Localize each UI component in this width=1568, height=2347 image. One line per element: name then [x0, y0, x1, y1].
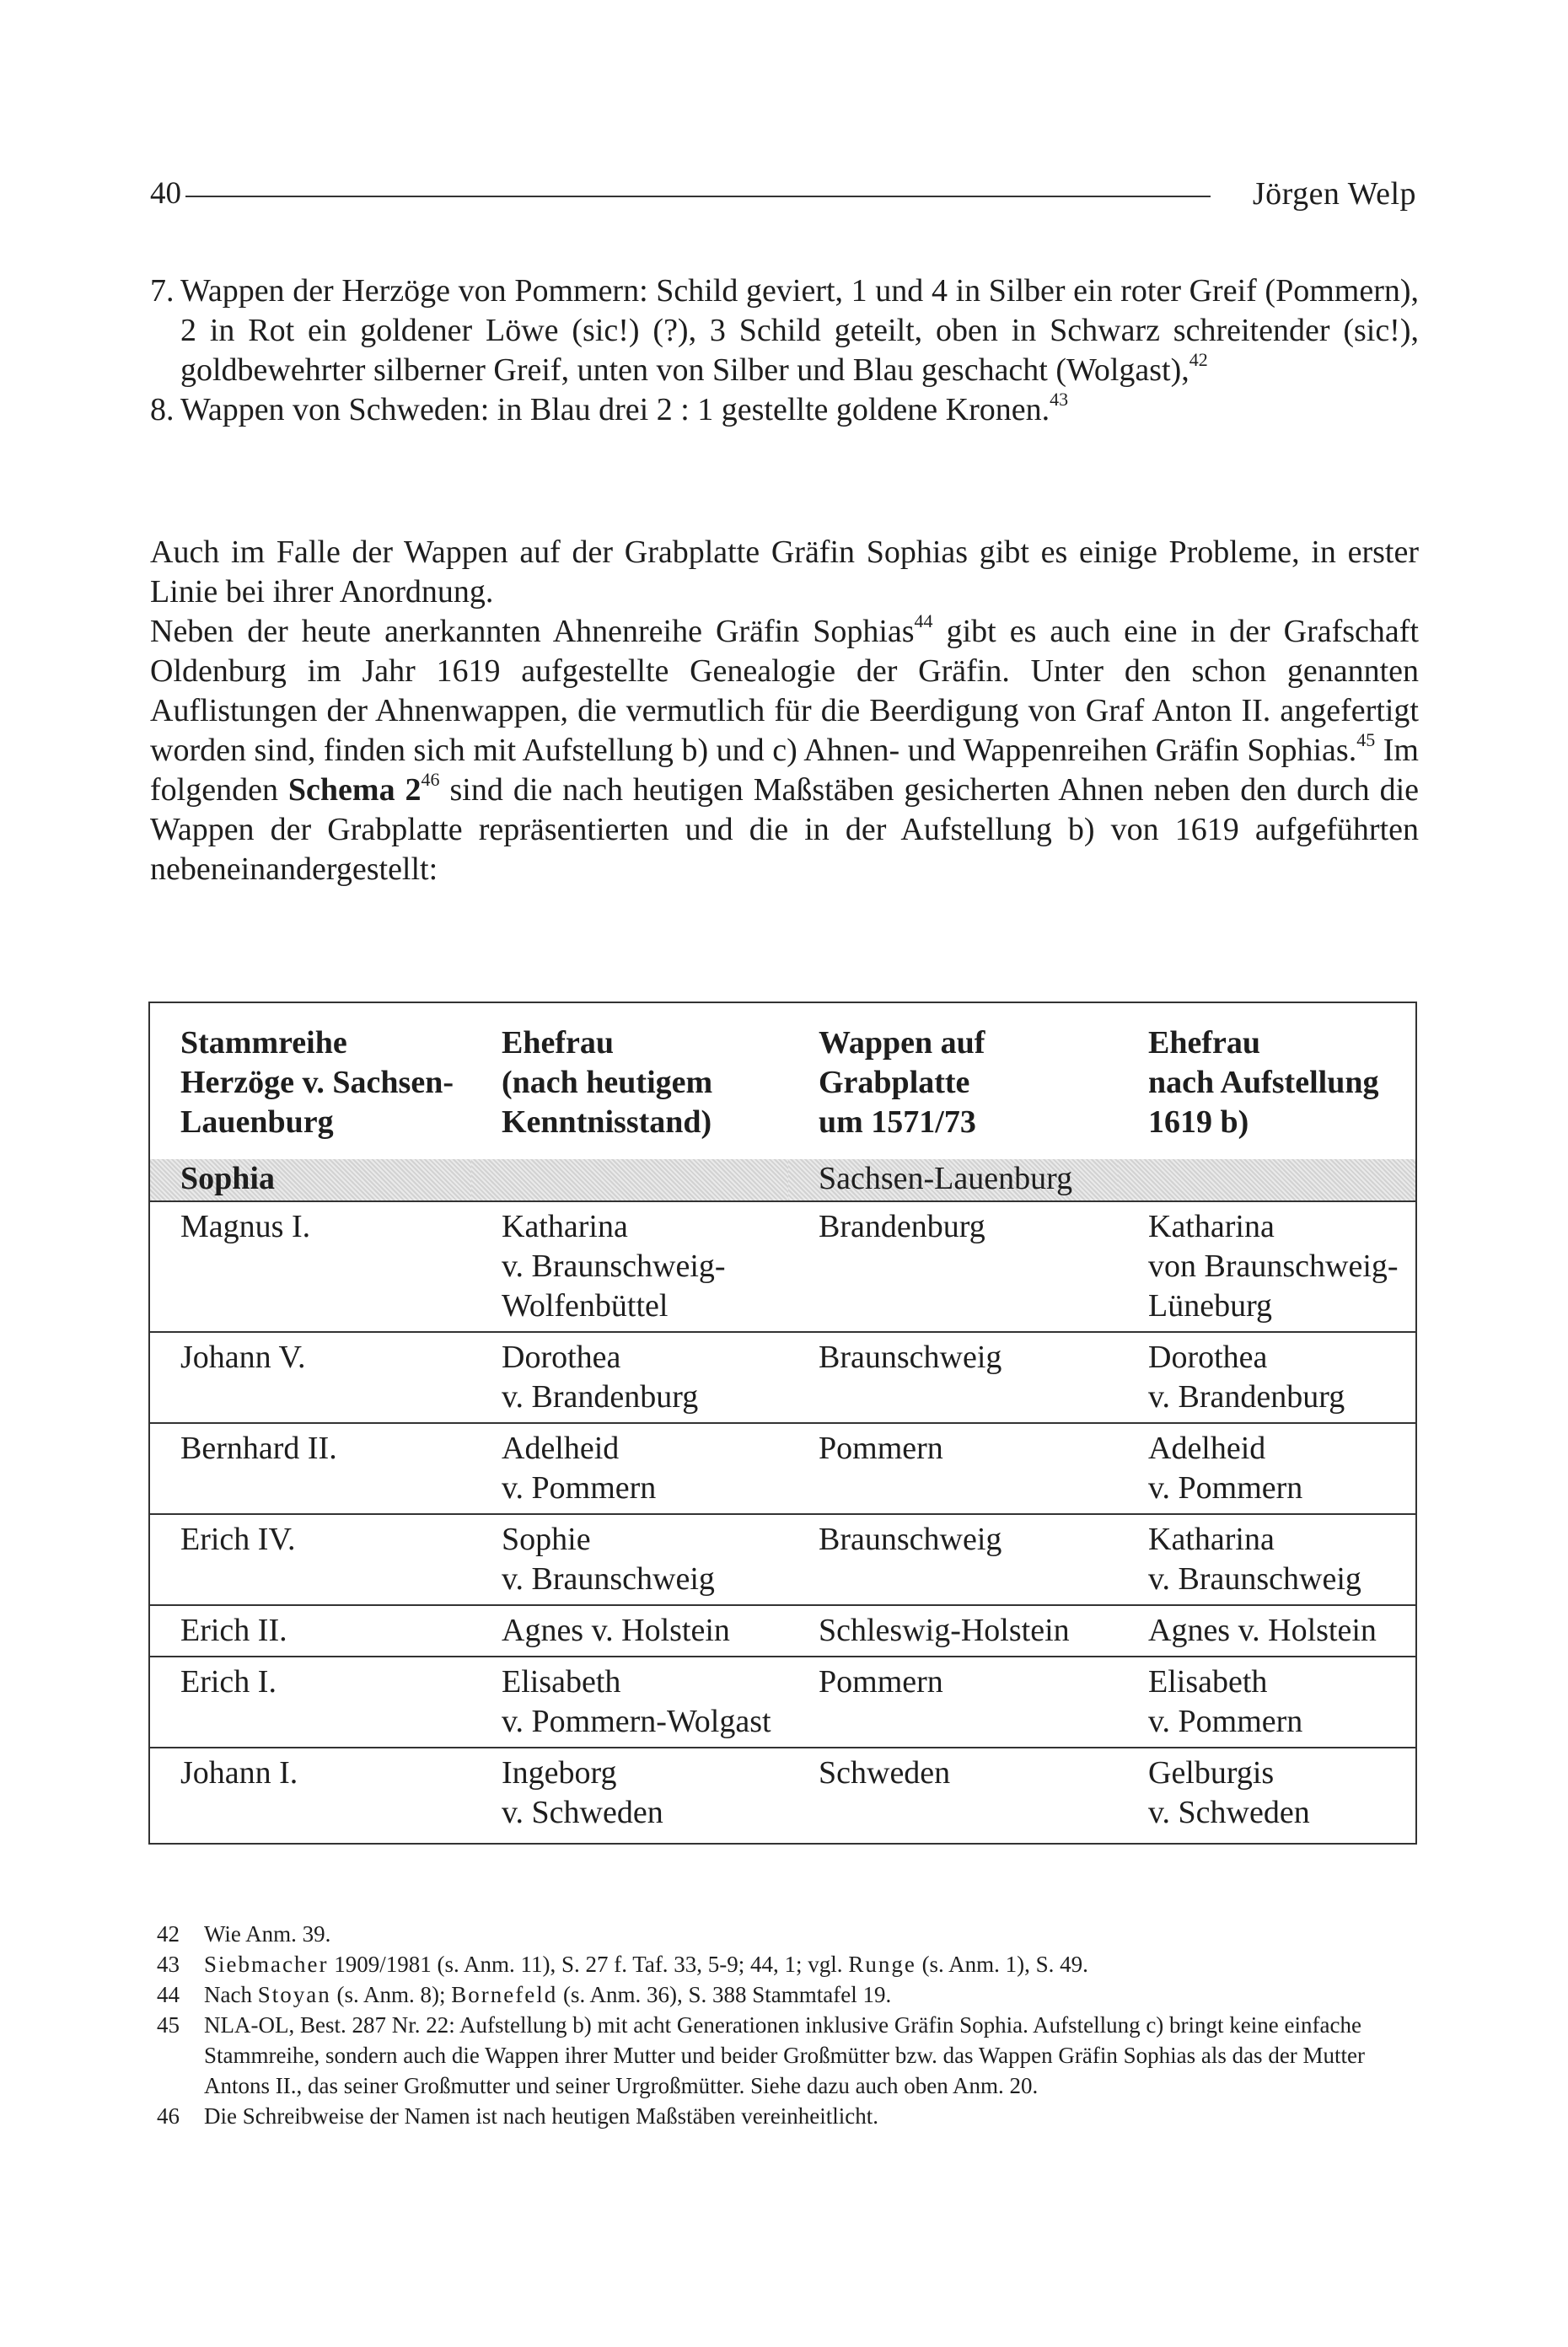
cell-line: Gelburgis [1148, 1755, 1275, 1791]
table-cell [150, 1423, 471, 1514]
header-line: nach Aufstellung [1148, 1065, 1379, 1100]
cell-line: Adelheid [1148, 1431, 1266, 1466]
cell-line: Pommern [819, 1431, 943, 1466]
footnote [150, 2101, 1419, 2131]
table-cell [1118, 1332, 1415, 1423]
table-cell [150, 1201, 471, 1332]
footnote-number: 46 [157, 2103, 180, 2129]
cell-line: v. Braunschweig [502, 1561, 715, 1597]
table-cell [471, 1514, 788, 1605]
footnote-number: 42 [157, 1921, 180, 1947]
cell-line: v. Braunschweig- [502, 1249, 726, 1284]
cell-line: Brandenburg [819, 1209, 985, 1244]
cell-line: v. Schweden [502, 1795, 663, 1830]
author-name: Runge [848, 1952, 916, 1977]
genealogy-table [150, 1003, 1415, 1838]
table-cell [150, 1514, 471, 1605]
cell-line: Agnes v. Holstein [502, 1613, 730, 1648]
cell-line: Schleswig-Holstein [819, 1613, 1070, 1648]
cell-line: v. Brandenburg [1148, 1379, 1345, 1415]
cell-line: Schweden [819, 1755, 951, 1791]
cell-line: Braunschweig [819, 1522, 1002, 1557]
table-row [150, 1748, 1415, 1838]
table-cell [1118, 1748, 1415, 1838]
footnote-text: (s. Anm. 1), S. 49. [916, 1952, 1088, 1977]
cell-line: Bernhard II. [180, 1431, 337, 1466]
table-cell [471, 1605, 788, 1657]
header-line: 1619 b) [1148, 1104, 1249, 1140]
cell-line: Erich IV. [180, 1522, 296, 1557]
table-row [150, 1201, 1415, 1332]
footnote-number: 43 [157, 1952, 180, 1977]
list-number: 8. [150, 392, 175, 427]
table-cell [150, 1332, 471, 1423]
highlight-row [150, 1159, 1415, 1201]
table-cell [788, 1657, 1118, 1748]
table-cell [788, 1514, 1118, 1605]
table-cell [1118, 1159, 1415, 1201]
paragraph-text: Neben der heute anerkannten Ahnenreihe Gräfin Sophias [150, 614, 915, 649]
footnote-ref: 44 [914, 610, 933, 631]
footnote-text: (s. Anm. 36), S. 388 Stammtafel 19. [557, 1982, 892, 2007]
footnote-ref: 46 [421, 769, 440, 790]
cell-line: Dorothea [502, 1340, 621, 1375]
table-cell [1118, 1423, 1415, 1514]
header-rule [185, 196, 1211, 197]
cell-line: Elisabeth [1148, 1664, 1268, 1700]
table-cell: Sachsen-Lauenburg [788, 1159, 1118, 1201]
cell-line: Johann I. [180, 1755, 298, 1791]
cell-line: v. Braunschweig [1148, 1561, 1361, 1597]
footnote-ref: 42 [1189, 349, 1208, 370]
column-header [471, 1003, 788, 1159]
header-line: Lauenburg [180, 1104, 334, 1140]
table-row [150, 1514, 1415, 1605]
footnotes [150, 1919, 1419, 2131]
header-line: um 1571/73 [819, 1104, 976, 1140]
footnote-ref: 43 [1050, 389, 1069, 410]
list-item [150, 271, 1419, 390]
footnote-text: Wie Anm. 39. [204, 1921, 331, 1947]
cell-line: Sophie [502, 1522, 591, 1557]
footnote [150, 2010, 1419, 2101]
coat-of-arms-list [150, 271, 1419, 430]
table-cell [788, 1423, 1118, 1514]
cell-line: Elisabeth [502, 1664, 621, 1700]
table-cell [150, 1605, 471, 1657]
header-line: Herzöge v. Sachsen- [180, 1065, 454, 1100]
table-cell [1118, 1605, 1415, 1657]
header-line: Ehefrau [502, 1025, 614, 1061]
paragraph-text: Im folgenden [150, 733, 1419, 808]
table-cell [1118, 1201, 1415, 1332]
cell-line: Magnus I. [180, 1209, 311, 1244]
paragraph: Auch im Falle der Wappen auf der Grabplatte Gräfin Sophias gibt es einige Probleme, in erster Linie bei ihrer Anordnung. [150, 534, 1419, 610]
cell-line: Wolfenbüttel [502, 1288, 669, 1324]
cell-line: v. Pommern-Wolgast [502, 1704, 771, 1739]
table-cell [788, 1201, 1118, 1332]
table-header-row [150, 1003, 1415, 1159]
column-header [150, 1003, 471, 1159]
cell-line: Katharina [1148, 1209, 1275, 1244]
running-author: Jörgen Welp [1252, 176, 1416, 212]
cell-line: v. Schweden [1148, 1795, 1310, 1830]
table-row [150, 1605, 1415, 1657]
footnote [150, 1919, 1419, 1949]
table-row [150, 1332, 1415, 1423]
cell-line: Pommern [819, 1664, 943, 1700]
cell-line: Erich II. [180, 1613, 287, 1648]
footnote [150, 1949, 1419, 1979]
footnote-number: 45 [157, 2012, 180, 2038]
header-line: (nach heutigem [502, 1065, 713, 1100]
table-cell: Sophia [150, 1159, 471, 1201]
table-cell [471, 1201, 788, 1332]
author-name: Bornefeld [451, 1982, 558, 2007]
footnote-ref: 45 [1356, 729, 1376, 750]
cell-line: v. Brandenburg [502, 1379, 699, 1415]
footnote-text: 1909/1981 (s. Anm. 11), S. 27 f. Taf. 33, 5-9; 44, 1; vgl. [328, 1952, 849, 1977]
table-cell [471, 1159, 788, 1201]
footnote [150, 1979, 1419, 2010]
table-cell [788, 1605, 1118, 1657]
cell-line: Katharina [1148, 1522, 1275, 1557]
list-text: Wappen von Schweden: in Blau drei 2 : 1 gestellte goldene Kronen. [180, 392, 1050, 427]
cell-line: Ingeborg [502, 1755, 617, 1791]
table-cell [1118, 1657, 1415, 1748]
table-cell [471, 1748, 788, 1838]
footnote-number: 44 [157, 1982, 180, 2007]
table-cell [471, 1657, 788, 1748]
cell-line: Agnes v. Holstein [1148, 1613, 1377, 1648]
footnote-text: Die Schreibweise der Namen ist nach heutigen Maßstäben vereinheitlicht. [204, 2103, 878, 2129]
header-line: Kenntnisstand) [502, 1104, 712, 1140]
table-row [150, 1423, 1415, 1514]
table-cell [471, 1332, 788, 1423]
cell-line: von Braunschweig- [1148, 1249, 1399, 1284]
running-header [150, 169, 1416, 219]
list-number: 7. [150, 273, 175, 309]
footnote-text: Nach [204, 1982, 258, 2007]
header-line: Ehefrau [1148, 1025, 1260, 1061]
cell-line: Johann V. [180, 1340, 306, 1375]
table-cell [471, 1423, 788, 1514]
header-line: Wappen auf [819, 1025, 985, 1061]
paragraph [150, 612, 1419, 889]
cell-line: Braunschweig [819, 1340, 1002, 1375]
page-number: 40 [150, 176, 181, 211]
table-cell [150, 1748, 471, 1838]
header-line: Stammreihe [180, 1025, 347, 1061]
list-item [150, 390, 1419, 430]
cell-line: v. Pommern [1148, 1470, 1303, 1506]
genealogy-table-frame [148, 1002, 1417, 1845]
table-cell [1118, 1514, 1415, 1605]
author-name: Stoyan [257, 1982, 331, 2007]
table-row [150, 1657, 1415, 1748]
table-cell [788, 1332, 1118, 1423]
paragraph-text: sind die nach heutigen Maßstäben gesicherten Ahnen neben den durch die Wappen der Grabplatte repräsentierten und die in der Aufstellung b) von 1619 aufgeführten nebeneinandergestellt: [150, 772, 1420, 887]
table-cell [788, 1748, 1118, 1838]
column-header [788, 1003, 1118, 1159]
footnote-text: NLA-OL, Best. 287 Nr. 22: Aufstellung b) mit acht Generationen inklusive Gräfin Sophia. Aufstellung c) bringt keine einfache Stammreihe, sondern auch die Wappen ihrer Mutter und beider Großmütter bzw. das Wappen Gräfin Sophias als das der Mutter Antons II., das seiner Großmutter und seiner Urgroßmütter. Siehe dazu auch oben Anm. 20. [204, 2012, 1366, 2098]
cell-line: v. Pommern [1148, 1704, 1303, 1739]
cell-line: v. Pommern [502, 1470, 657, 1506]
cell-line: Katharina [502, 1209, 628, 1244]
table-cell [150, 1657, 471, 1748]
column-header [1118, 1003, 1415, 1159]
cell-line: Lüneburg [1148, 1288, 1273, 1324]
author-name: Siebmacher [204, 1952, 329, 1977]
schema-reference: Schema 2 [287, 772, 422, 808]
list-text: Wappen der Herzöge von Pommern: Schild geviert, 1 und 4 in Silber ein roter Greif (Pommern), 2 in Rot ein goldener Löwe (sic!) (?), 3 Schild geteilt, oben in Schwarz schreitender (sic!), goldbewehrter silberner Greif, unten von Silber und Blau geschacht (Wolgast), [180, 273, 1419, 388]
cell-line: Dorothea [1148, 1340, 1268, 1375]
cell-line: Adelheid [502, 1431, 620, 1466]
footnote-text: (s. Anm. 8); [330, 1982, 452, 2007]
cell-line: Erich I. [180, 1664, 277, 1700]
header-line: Grabplatte [819, 1065, 970, 1100]
paragraph-text: gibt es auch eine in der Grafschaft Oldenburg im Jahr 1619 aufgestellte Genealogie der Gräfin. Unter den schon genannten Auflistungen der Ahnenwappen, die vermutlich für die Beerdigung von Graf Anton II. angefertigt worden sind, finden sich mit Aufstellung b) und c) Ahnen- und Wappenreihen Gräfin Sophias. [150, 614, 1419, 768]
